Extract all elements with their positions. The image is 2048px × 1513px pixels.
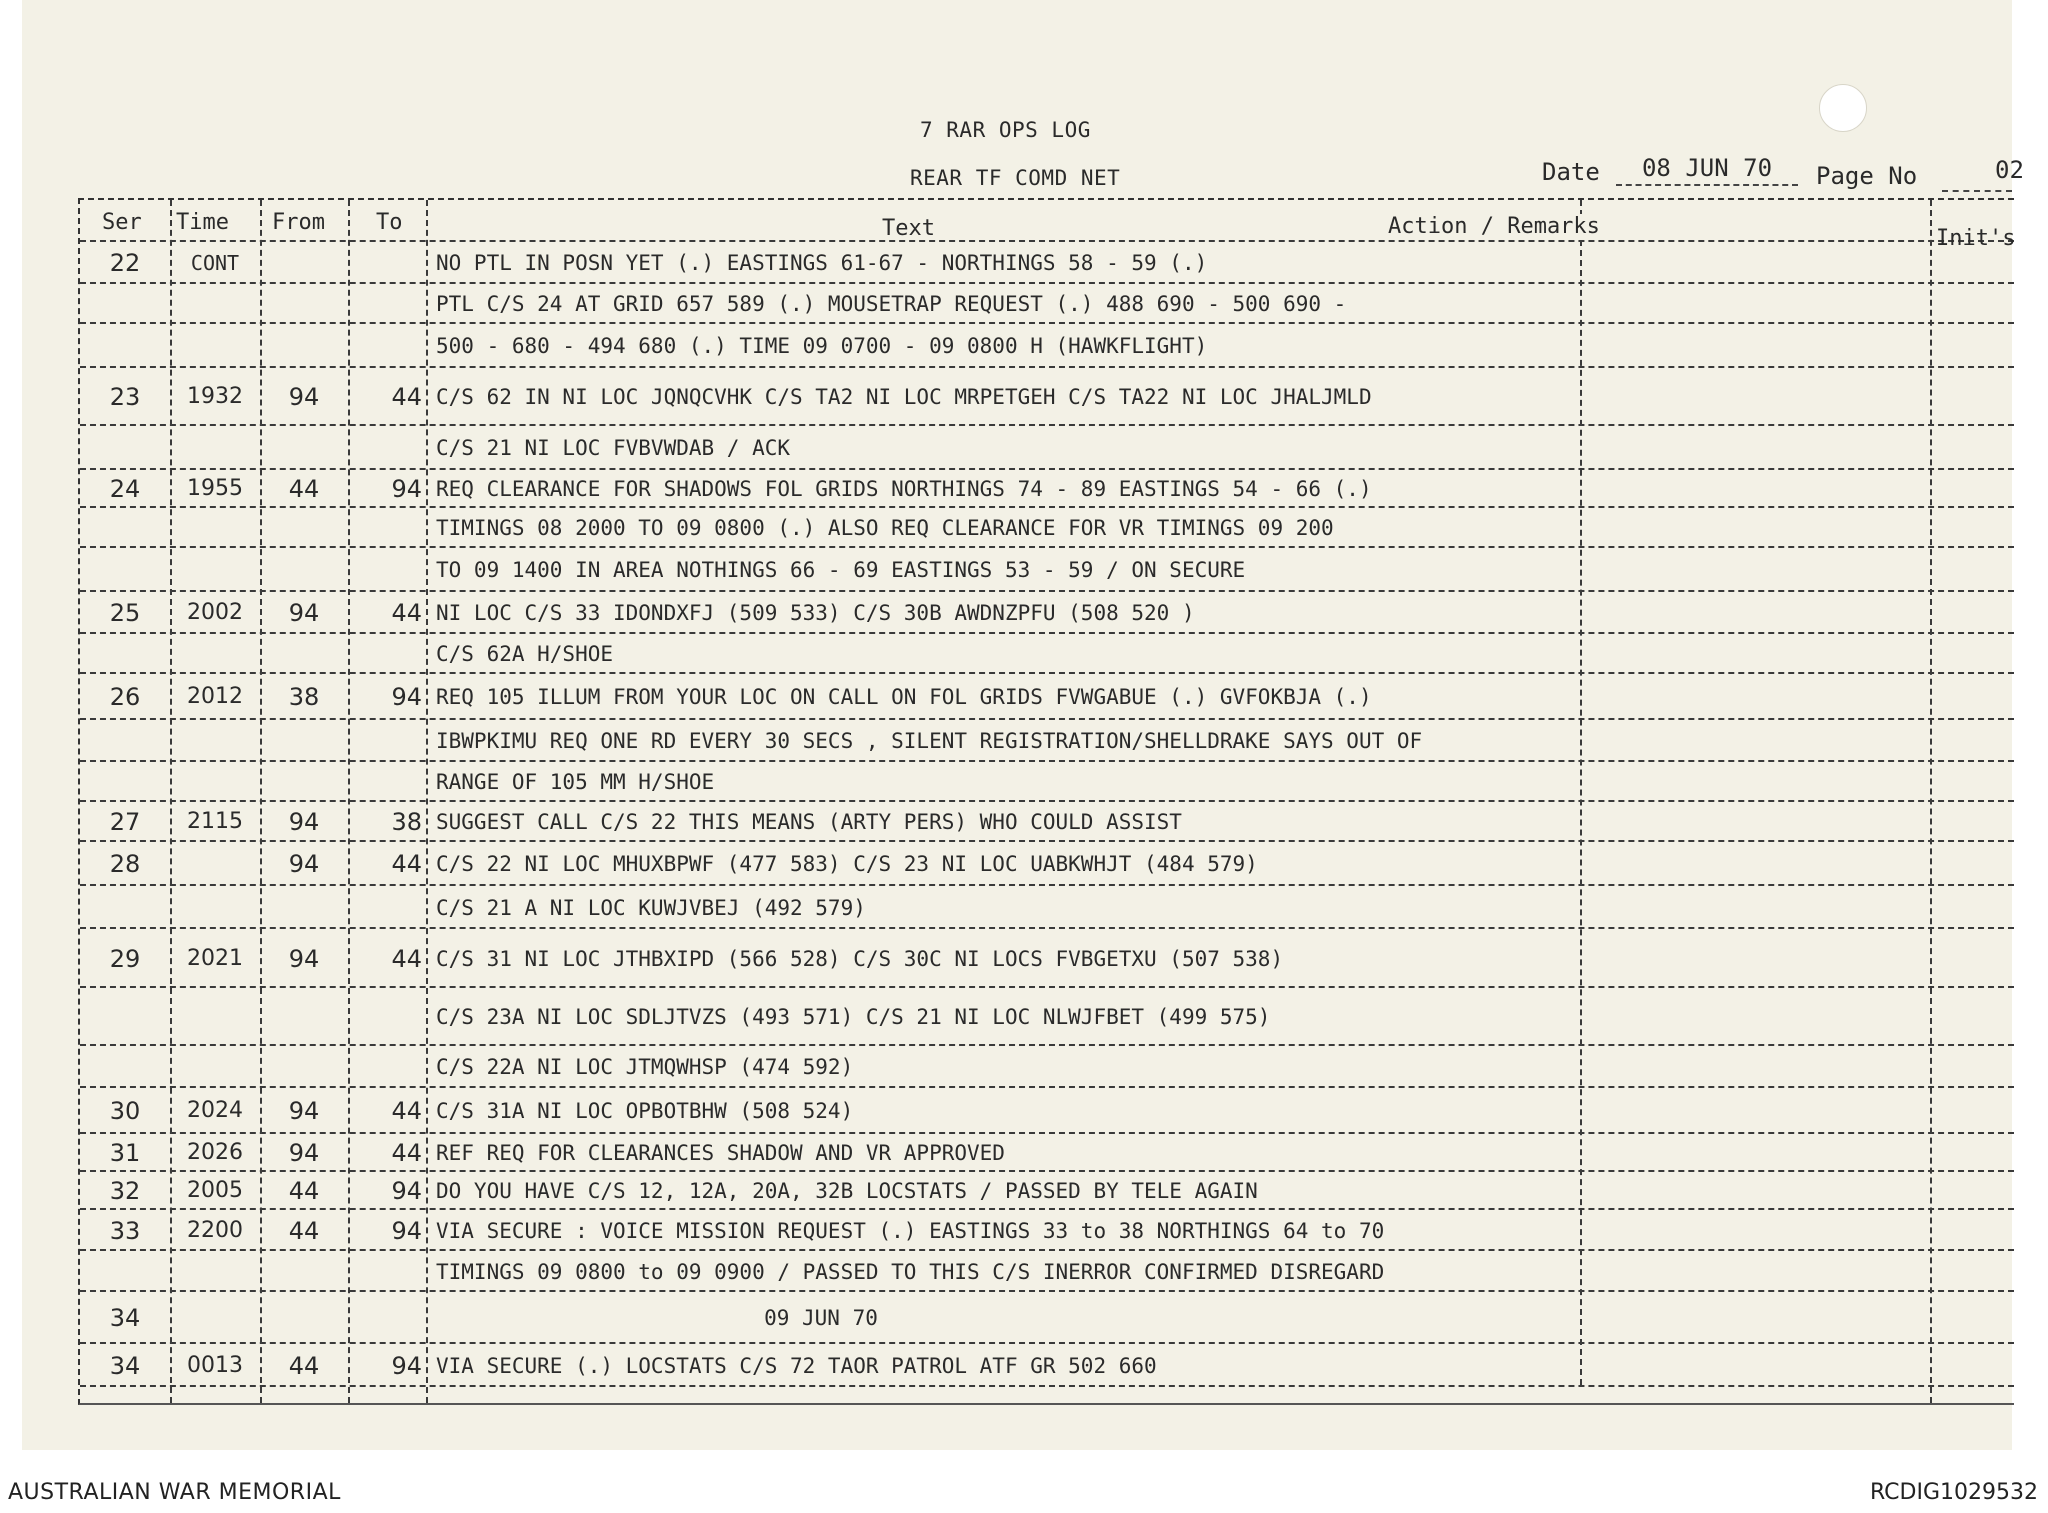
serial-number: 26 xyxy=(109,683,141,711)
punch-hole xyxy=(1819,84,1867,132)
time-cell: 2115 xyxy=(187,809,243,834)
header-row xyxy=(80,200,2016,251)
to-callsign: 94 xyxy=(391,1351,422,1380)
page-number-line xyxy=(1942,190,2012,192)
serial-number: 34 xyxy=(109,1351,141,1380)
to-callsign: 94 xyxy=(391,475,422,503)
to-callsign: 44 xyxy=(391,1097,422,1125)
message-text: NO PTL IN POSN YET (.) EASTINGS 61-67 - NORTHINGS 58 - 59 (.) xyxy=(436,251,1208,275)
time-cell: 2002 xyxy=(187,600,243,625)
message-text: NI LOC C/S 33 IDONDXFJ (509 533) C/S 30B AWDNZPFU (508 520 ) xyxy=(436,601,1195,625)
from-callsign: 38 xyxy=(288,683,320,711)
time-cell: 2200 xyxy=(187,1217,243,1243)
time-cell: 1932 xyxy=(187,384,243,409)
message-text: DO YOU HAVE C/S 12, 12A, 20A, 32B LOCSTATS / PASSED BY TELE AGAIN xyxy=(436,1179,1258,1203)
message-text: C/S 31A NI LOC OPBOTBHW (508 524) xyxy=(436,1099,854,1123)
to-callsign: 44 xyxy=(391,944,422,973)
from-callsign: 44 xyxy=(288,1177,320,1205)
time-cell: 2012 xyxy=(187,684,243,709)
message-text: RANGE OF 105 MM H/SHOE xyxy=(436,770,715,794)
header-time: Time xyxy=(176,210,229,235)
message-text: IBWPKIMU REQ ONE RD EVERY 30 SECS , SILENT REGISTRATION/SHELLDRAKE SAYS OUT OF xyxy=(436,729,1423,753)
to-callsign: 94 xyxy=(391,683,422,711)
serial-number: 25 xyxy=(109,599,141,627)
to-callsign: 94 xyxy=(391,1177,422,1205)
from-callsign: 94 xyxy=(288,808,320,836)
archive-reference: RCDIG1029532 xyxy=(1869,1480,2038,1505)
header-inits: Init's xyxy=(1936,226,2016,251)
net-name: REAR TF COMD NET xyxy=(910,166,1121,190)
from-callsign: 94 xyxy=(288,383,320,411)
message-text: REF REQ FOR CLEARANCES SHADOW AND VR APPROVED xyxy=(436,1141,1005,1165)
ops-log-table xyxy=(78,198,2014,1405)
message-text: REQ 105 ILLUM FROM YOUR LOC ON CALL ON FOL GRIDS FVWGABUE (.) GVFOKBJA (.) xyxy=(436,685,1372,709)
message-text: 500 - 680 - 494 680 (.) TIME 09 0700 - 09 0800 H (HAWKFLIGHT) xyxy=(436,334,1208,358)
serial-number: 34 xyxy=(109,1304,141,1332)
message-text: SUGGEST CALL C/S 22 THIS MEANS (ARTY PERS) WHO COULD ASSIST xyxy=(436,810,1182,834)
message-text: TO 09 1400 IN AREA NOTHINGS 66 - 69 EASTINGS 53 - 59 / ON SECURE xyxy=(436,558,1246,582)
serial-number: 32 xyxy=(109,1177,141,1205)
header-to: To xyxy=(376,210,403,235)
serial-number: 22 xyxy=(109,249,141,277)
message-text: C/S 22 NI LOC MHUXBPWF (477 583) C/S 23 NI LOC UABKWHJT (484 579) xyxy=(436,852,1258,876)
message-text: C/S 23A NI LOC SDLJTVZS (493 571) C/S 21 NI LOC NLWJFBET (499 575) xyxy=(436,1005,1271,1029)
date-label: Date xyxy=(1542,158,1600,186)
serial-number: 23 xyxy=(109,383,141,411)
to-callsign: 44 xyxy=(391,383,422,411)
to-callsign: 38 xyxy=(391,808,422,836)
log-title: 7 RAR OPS LOG xyxy=(920,118,1091,142)
from-callsign: 44 xyxy=(288,1216,320,1245)
page-number: 02 xyxy=(1995,156,2024,184)
header-ser: Ser xyxy=(102,210,142,235)
message-text: VIA SECURE (.) LOCSTATS C/S 72 TAOR PATROL ATF GR 502 660 xyxy=(436,1353,1157,1378)
message-text: TIMINGS 08 2000 TO 09 0800 (.) ALSO REQ CLEARANCE FOR VR TIMINGS 09 200 xyxy=(436,516,1334,540)
from-callsign: 94 xyxy=(288,1139,320,1167)
message-text: REQ CLEARANCE FOR SHADOWS FOL GRIDS NORTHINGS 74 - 89 EASTINGS 54 - 66 (.) xyxy=(436,477,1372,501)
message-text: TIMINGS 09 0800 to 09 0900 / PASSED TO THIS C/S INERROR CONFIRMED DISREGARD xyxy=(436,1259,1385,1284)
time-cell: 2024 xyxy=(187,1098,243,1123)
time-cell: 2021 xyxy=(187,945,243,971)
serial-number: 28 xyxy=(109,850,141,878)
from-callsign: 94 xyxy=(288,850,320,878)
serial-number: 30 xyxy=(109,1097,141,1125)
serial-number: 33 xyxy=(109,1216,141,1245)
to-callsign: 94 xyxy=(391,1216,422,1245)
message-text: C/S 21 NI LOC FVBVWDAB / ACK xyxy=(436,436,791,460)
message-text: PTL C/S 24 AT GRID 657 589 (.) MOUSETRAP REQUEST (.) 488 690 - 500 690 - xyxy=(436,292,1347,316)
time-cell: CONT xyxy=(190,251,240,275)
from-callsign: 44 xyxy=(288,475,320,503)
message-text: 09 JUN 70 xyxy=(764,1306,878,1330)
to-callsign: 44 xyxy=(391,850,422,878)
message-text: C/S 21 A NI LOC KUWJVBEJ (492 579) xyxy=(436,895,866,920)
header-from: From xyxy=(272,210,325,235)
from-callsign: 94 xyxy=(288,944,320,973)
time-cell: 2026 xyxy=(187,1140,243,1165)
from-callsign: 44 xyxy=(288,1351,320,1380)
to-callsign: 44 xyxy=(391,1139,422,1167)
message-text: C/S 62 IN NI LOC JQNQCVHK C/S TA2 NI LOC MRPETGEH C/S TA22 NI LOC JHALJMLD xyxy=(436,385,1372,409)
from-callsign: 94 xyxy=(288,599,320,627)
page-label: Page No xyxy=(1816,162,1918,190)
from-callsign: 94 xyxy=(288,1097,320,1125)
archive-credit: AUSTRALIAN WAR MEMORIAL xyxy=(8,1480,341,1505)
serial-number: 31 xyxy=(109,1139,141,1167)
time-cell: 1955 xyxy=(187,476,243,501)
to-callsign: 44 xyxy=(391,599,422,627)
message-text: C/S 31 NI LOC JTHBXIPD (566 528) C/S 30C NI LOCS FVBGETXU (507 538) xyxy=(436,946,1284,971)
serial-number: 29 xyxy=(109,944,141,973)
header-text: Text xyxy=(882,216,935,241)
serial-number: 24 xyxy=(109,475,141,503)
message-text: C/S 22A NI LOC JTMQWHSP (474 592) xyxy=(436,1055,854,1079)
message-text: C/S 62A H/SHOE xyxy=(436,642,614,666)
serial-number: 27 xyxy=(109,808,141,836)
date-value: 08 JUN 70 xyxy=(1616,154,1798,186)
header-action-remarks: Action / Remarks xyxy=(1384,214,1604,239)
message-text: VIA SECURE : VOICE MISSION REQUEST (.) EASTINGS 33 to 38 NORTHINGS 64 to 70 xyxy=(436,1218,1385,1243)
time-cell: 2005 xyxy=(187,1178,243,1203)
time-cell: 0013 xyxy=(187,1352,243,1378)
